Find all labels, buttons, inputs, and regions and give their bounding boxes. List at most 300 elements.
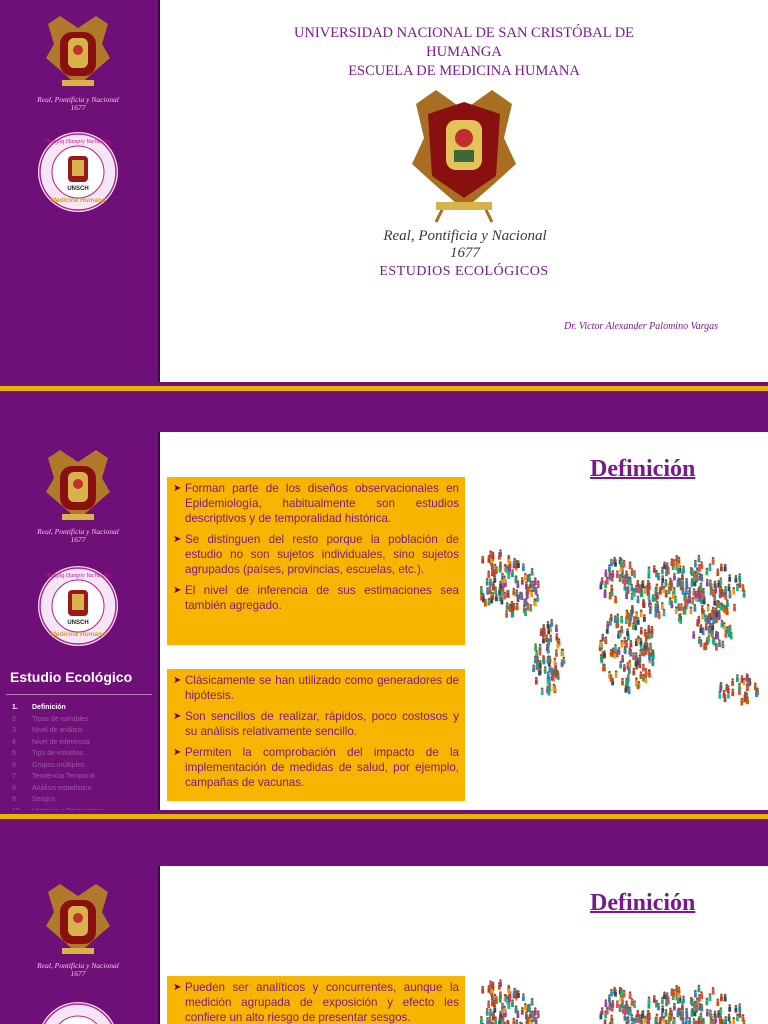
person-figure [539,648,542,656]
arrow-bullet-icon: ➤ [173,982,182,993]
person-figure [506,1020,509,1024]
person-figure [716,568,719,576]
person-figure [531,568,534,576]
person-figure [704,642,707,650]
arrow-bullet-icon: ➤ [173,585,182,596]
person-figure [677,990,680,998]
toc-label: Definición [32,704,66,711]
slide-heading: Definición [590,890,696,916]
person-figure [486,587,489,595]
person-figure [520,592,523,600]
person-figure [480,586,483,594]
person-figure [521,577,524,585]
person-figure [724,564,727,572]
person-figure [723,690,726,698]
person-figure [690,606,693,614]
bullet-item [173,709,459,739]
person-figure [555,624,558,632]
bullet-item [173,583,459,613]
table-of-contents [12,702,156,817]
world-map-people-image [470,540,768,730]
person-figure [736,674,739,682]
toc-number: 6. [12,761,18,769]
bullet-item [173,980,459,1024]
person-figure [524,1003,527,1011]
toc-item[interactable] [12,702,156,714]
person-figure [746,697,749,705]
toc-label: Grupos múltiples [32,761,85,769]
person-figure [729,625,732,633]
person-figure [655,570,658,578]
seal-ring-text: Hampiq Hampiy Yachachiq [44,139,112,145]
person-figure [489,579,492,587]
toc-number: 3. [12,727,18,734]
person-figure [712,987,715,995]
person-figure [718,612,721,620]
person-figure [547,646,550,654]
crest-icon [40,882,116,962]
university-crest-small [40,448,116,528]
person-figure [508,556,511,564]
toc-item[interactable] [12,714,156,726]
person-figure [532,664,535,672]
person-figure [640,589,643,597]
toc-item[interactable] [12,771,156,783]
person-figure [629,614,632,622]
person-figure [531,998,534,1006]
person-figure [610,989,613,997]
person-figure [550,619,553,627]
bullet-text: Permiten la comprobación del impacto de la implementación de medidas de salud, por ejemplo, campañas de vacunas. [185,746,459,789]
crest-motto-text: Real, Pontificia y Nacional [37,95,119,104]
person-figure [729,591,732,599]
person-figure [754,682,757,690]
person-figure [549,665,552,673]
slide-title [0,0,768,394]
person-figure [614,644,617,652]
person-figure [731,678,734,686]
presentation-subject: ESTUDIOS ECOLÓGICOS [379,264,549,279]
person-figure [516,603,519,611]
person-figure [604,636,607,644]
person-figure [481,986,484,994]
person-figure [616,613,619,621]
person-figure [561,649,564,657]
person-figure [526,603,529,611]
person-figure [547,638,550,646]
person-figure [499,979,502,987]
person-figure [529,604,532,612]
person-figure [635,585,638,593]
person-figure [512,603,515,611]
sidebar-title: Estudio Ecológico [10,669,133,685]
person-figure [624,646,627,654]
person-figure [661,602,664,610]
person-figure [640,627,643,635]
person-figure [621,678,624,686]
person-figure [684,607,687,615]
person-figure [633,570,636,578]
person-figure [609,618,612,626]
person-figure [673,573,676,581]
person-figure [605,999,608,1007]
person-figure [663,991,666,999]
person-figure [720,564,723,572]
toc-number: 1. [12,704,18,711]
person-figure [682,1017,685,1024]
person-figure [619,574,622,582]
person-figure [631,568,634,576]
person-figure [661,1005,664,1013]
person-figure [611,1000,614,1008]
person-figure [606,621,609,629]
person-figure [739,580,742,588]
person-figure [481,556,484,564]
person-figure [701,612,704,620]
person-figure [733,604,736,612]
person-figure [700,561,703,569]
person-figure [513,988,516,996]
person-figure [508,994,511,1002]
person-figure [522,993,525,1001]
person-figure [620,988,623,996]
person-figure [542,636,545,644]
person-figure [494,586,497,594]
person-figure [742,1014,745,1022]
toc-item[interactable] [12,748,156,760]
person-figure [604,589,607,597]
person-figure [728,574,731,582]
person-figure [610,649,613,657]
person-figure [631,606,634,614]
person-figure [623,990,626,998]
person-figure [688,587,691,595]
person-figure [611,570,614,578]
person-figure [738,1003,741,1011]
person-figure [628,660,631,668]
person-figure [670,583,673,591]
person-figure [621,655,624,663]
person-figure [635,677,638,685]
person-figure [614,989,617,997]
person-figure [600,654,603,662]
person-figure [742,584,745,592]
person-figure [677,560,680,568]
person-figure [625,591,628,599]
person-figure [695,1021,698,1024]
title-line-2: HUMANGA [426,44,502,60]
person-figure [562,657,565,665]
toc-item[interactable] [12,783,156,795]
person-figure [726,607,729,615]
person-figure [600,582,603,590]
person-figure [643,614,646,622]
person-figure [681,1008,684,1016]
person-figure [713,613,716,621]
seal-label: Medicina Humana [50,197,106,204]
person-figure [537,580,540,588]
person-figure [501,1019,504,1024]
toc-label: Tendencia Temporal [32,773,95,780]
person-figure [480,1016,483,1024]
seal-center-text: UNSCH [67,620,89,626]
person-figure [513,558,516,566]
person-figure [735,1005,738,1013]
slide-definition-1 [0,432,768,822]
person-figure [490,596,493,604]
person-figure [718,691,721,699]
person-figure [511,999,514,1007]
motto-year: 1677 [450,245,480,261]
person-figure [656,592,659,600]
person-figure [736,1014,739,1022]
person-figure [637,617,640,625]
person-figure [542,629,545,637]
person-figure [499,1011,502,1019]
person-figure [700,583,703,591]
people-map-icon [470,970,768,1024]
person-figure [700,1013,703,1021]
title-line-1: UNIVERSIDAD NACIONAL DE SAN CRISTÓBAL DE [293,25,635,41]
person-figure [543,657,546,665]
person-figure [606,577,609,585]
person-figure [515,589,518,597]
person-figure [691,998,694,1006]
person-figure [645,668,648,676]
person-figure [715,643,718,651]
person-figure [724,994,727,1002]
person-figure [631,998,634,1006]
toc-number: 2. [12,715,18,723]
person-figure [515,1019,518,1024]
bullet-text: Son sencillos de realizar, rápidos, poco costosos y su análisis relativamente sencillo. [185,710,459,738]
person-figure [637,636,640,644]
definition-box-2 [167,669,465,801]
seal-ring [38,132,118,212]
bullet-item [173,481,459,526]
toc-item[interactable] [12,737,156,749]
person-figure [632,652,635,660]
person-figure [707,616,710,624]
person-figure [638,1015,641,1023]
person-figure [644,1016,647,1024]
definition-box-3 [167,976,465,1024]
bullet-text: Clásicamente se han utilizado como generadores de hipótesis. [185,674,459,702]
crest-large-icon [406,84,522,224]
university-title [200,24,728,81]
person-figure [680,603,683,611]
person-figure [665,579,668,587]
person-figure [708,625,711,633]
person-figure [528,1004,531,1012]
seal-ring [38,566,118,646]
toc-label: Nivel de inferencia [32,738,90,746]
person-figure [508,986,511,994]
person-figure [698,985,701,993]
gold-stripe [0,386,768,391]
person-figure [641,581,644,589]
person-figure [614,559,617,567]
sidebar-divider [158,0,160,394]
person-figure [665,569,668,577]
person-figure [618,647,621,655]
person-figure [687,596,690,604]
person-figure [712,589,715,597]
person-figure [517,1010,520,1018]
bullet-item [173,673,459,703]
person-figure [721,641,724,649]
person-figure [648,593,651,601]
person-figure [716,998,719,1006]
person-figure [549,635,552,643]
person-figure [701,1020,704,1024]
bullet-text: Forman parte de los diseños observacionales en Epidemiología, habitualmente son estudios descriptivos y de temporalidad histórica. [185,482,459,525]
person-figure [694,604,697,612]
sidebar-title-underline [6,694,152,695]
person-figure [544,666,547,674]
person-figure [706,568,709,576]
person-figure [503,592,506,600]
person-figure [700,1004,703,1012]
person-figure [645,632,648,640]
person-figure [640,609,643,617]
person-figure [709,993,712,1001]
person-figure [695,591,698,599]
arrow-bullet-icon: ➤ [173,483,182,494]
person-figure [619,1004,622,1012]
bullet-text: Se distinguen del resto porque la población de estudio no son sujetos individuales, sino sujetos agrupados (países, provincias, escuelas, etc.). [185,533,459,576]
slide-gap-band [0,822,768,866]
person-figure [622,576,625,584]
world-map-people-image [470,970,768,1024]
person-figure [709,580,712,588]
person-figure [614,615,617,623]
person-figure [622,1006,625,1014]
definition-box-1 [167,477,465,645]
person-figure [548,684,551,692]
slide-gap-band [0,394,768,432]
crest-motto [14,96,142,112]
toc-number: 4. [12,738,18,746]
person-figure [663,561,666,569]
person-figure [493,1000,496,1008]
person-figure [620,565,623,573]
person-figure [707,604,710,612]
person-figure [537,1010,540,1018]
person-figure [648,566,651,574]
person-figure [738,573,741,581]
person-figure [635,1015,638,1023]
person-figure [755,689,758,697]
person-figure [616,1000,619,1008]
person-figure [642,664,645,672]
person-figure [738,683,741,691]
toc-number: 9. [12,796,18,803]
seal-ring-text: Hampiq Hampiy Yachachiq [44,573,112,579]
person-figure [511,610,514,618]
person-figure [506,602,509,610]
person-figure [677,603,680,611]
person-figure [698,555,701,563]
person-figure [694,990,697,998]
person-figure [632,622,635,630]
person-figure [557,672,560,680]
person-figure [719,1014,722,1022]
person-figure [682,566,685,574]
person-figure [493,570,496,578]
person-figure [528,574,531,582]
person-figure [694,571,697,579]
person-figure [620,558,623,566]
person-figure [705,623,708,631]
person-figure [681,578,684,586]
person-figure [512,1018,515,1024]
person-figure [739,1010,742,1018]
university-crest-large [406,84,522,224]
toc-item[interactable] [12,760,156,772]
person-figure [524,573,527,581]
person-figure [501,597,504,605]
person-figure [698,636,701,644]
person-figure [678,557,681,565]
person-figure [526,591,529,599]
toc-label: Tipos de variables [32,715,89,723]
person-figure [619,630,622,638]
person-figure [673,1003,676,1011]
person-figure [691,568,694,576]
crest-motto [14,528,142,544]
bullet-item [173,745,459,790]
person-figure [712,557,715,565]
toc-label: Nivel de análisis [32,727,83,734]
person-figure [728,1014,731,1022]
person-figure [700,574,703,582]
person-figure [620,640,623,648]
person-figure [647,586,650,594]
person-figure [538,668,541,676]
person-figure [691,597,694,605]
arrow-bullet-icon: ➤ [173,747,182,758]
person-figure [606,1007,609,1015]
person-figure [482,595,485,603]
person-figure [531,581,534,589]
person-figure [732,587,735,595]
crest-year: 1677 [70,535,86,544]
person-figure [671,601,674,609]
person-figure [547,621,550,629]
person-figure [492,982,495,990]
person-figure [534,1007,537,1015]
toc-item[interactable] [12,725,156,737]
person-figure [486,1008,489,1016]
person-figure [741,675,744,683]
person-figure [721,620,724,628]
person-figure [484,599,487,607]
person-figure [719,584,722,592]
person-figure [556,641,559,649]
person-figure [505,610,508,618]
person-figure [487,570,490,578]
person-figure [653,995,656,1003]
person-figure [644,675,647,683]
person-figure [628,686,631,694]
person-figure [494,1016,497,1024]
person-figure [692,631,695,639]
toc-item[interactable] [12,794,156,806]
person-figure [711,622,714,630]
person-figure [486,1017,489,1024]
toc-label: Sesgos [32,796,56,803]
